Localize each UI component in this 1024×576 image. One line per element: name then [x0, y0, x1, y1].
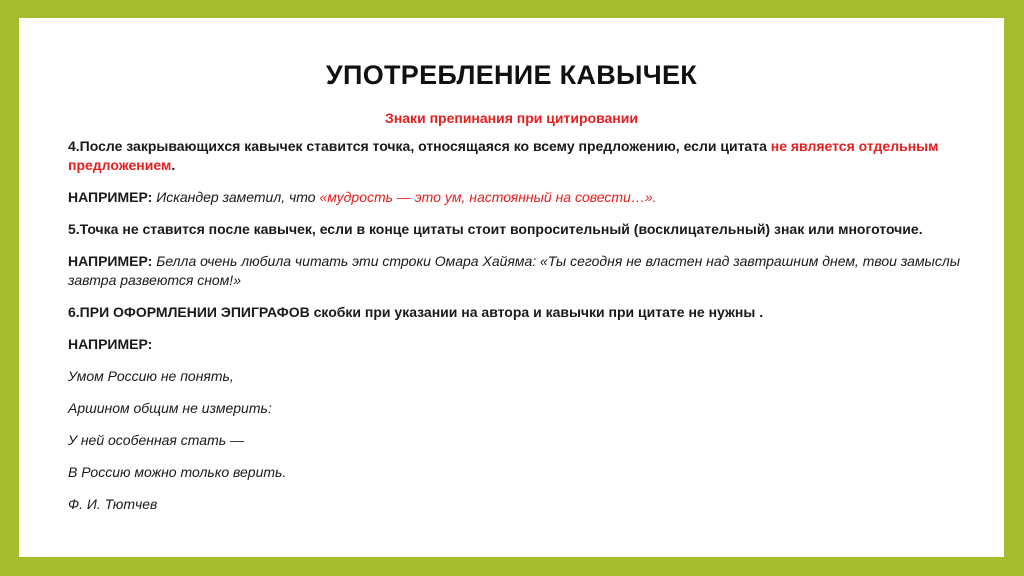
slide: [19, 18, 1004, 557]
example-1-quote: «мудрость — это ум, настоянный на совести…».: [319, 189, 657, 205]
slide-subtitle: Знаки препинания при цитировании: [385, 110, 638, 126]
rule-4: [68, 137, 968, 175]
slide-content: [68, 137, 968, 514]
example-1-text: Искандер заметил, что: [152, 189, 320, 205]
example-2-text: Белла очень любила читать эти строки Омара Хайяма: «Ты сегодня не властен над завтрашним днем, твои замыслы завтра развеются сном!»: [68, 253, 961, 288]
slide-title: УПОТРЕБЛЕНИЕ КАВЫЧЕК: [325, 60, 698, 90]
rule-4-end: .: [171, 157, 176, 173]
example-3-label: НАПРИМЕР:: [68, 336, 153, 352]
poem-author: Ф. И. Тютчев: [68, 496, 158, 512]
example-2: [68, 252, 968, 290]
rule-6: [68, 303, 968, 322]
rule-5: 5.Точка не ставится после кавычек, если в конце цитаты стоит вопросительный (восклицательный) знак или многоточие.: [68, 221, 923, 237]
rule-4-highlight: не является отдельным предложением: [68, 138, 939, 173]
rule-4-text: 4.После закрывающихся кавычек ставится точка, относящаяся ко всему предложению, если цитата: [68, 138, 771, 154]
poem-line: Аршином общим не измерить:: [68, 400, 272, 416]
rule-6-caps: 6.ПРИ ОФОРМЛЕНИИ ЭПИГРАФОВ: [68, 304, 310, 320]
rule-6-text: скобки при указании на автора и кавычки при цитате не нужны .: [309, 304, 764, 320]
poem-line: В Россию можно только верить.: [68, 464, 287, 480]
example-1-label: НАПРИМЕР:: [68, 189, 153, 205]
poem-line: У ней особенная стать —: [68, 432, 245, 448]
example-1: [68, 188, 968, 207]
example-2-label: НАПРИМЕР:: [68, 253, 153, 269]
poem-line: Умом Россию не понять,: [68, 368, 234, 384]
